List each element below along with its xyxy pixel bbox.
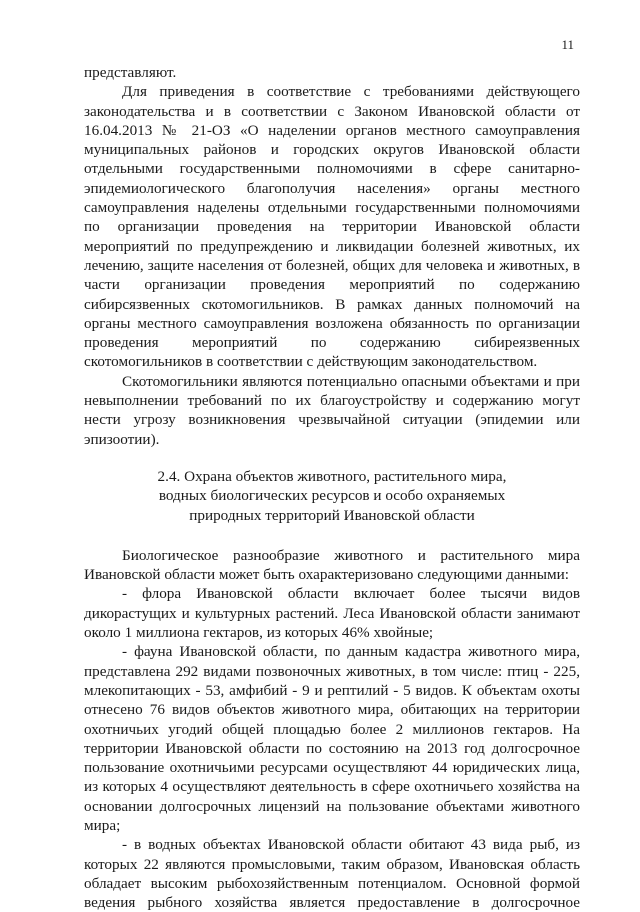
paragraph-fish: - в водных объектах Ивановской области обитают 43 вида рыб, из которых 22 являются промысловыми, таким образом, Ивановская область обладает высоким рыбохозяйственным потенциалом. Основной формой ведения рыбного хозяйства является предоставление в долгосрочное [84,836,580,912]
section-heading-line-3: природных территорий Ивановской области [189,506,475,524]
paragraph-continuation: представляют. [84,64,177,81]
paragraph-burial-grounds: Скотомогильники являются потенциально опасными объектами и при невыполнении требований по их благоустройству и содержанию могут нести угрозу возникновения чрезвычайной ситуации (эпидемии или эпизоотии). [84,372,580,448]
paragraph-legislation: Для приведения в соответствие с требованиями действующего законодательства и в соответствии с Законом Ивановской области от 16.04.2013 № 21-ОЗ «О наделении органов местного самоуправления муниципальных районов и городских округов Ивановской области отдельными государственными полномочиями в сфере санитарно-эпидемиологического благополучия населения» органы местного самоуправления наделены отдельными государственными полномочиями по организации проведения на территории Ивановской области мероприятий по предупреждению и ликвидации болезней животных, их лечению, защите населения от болезней, общих для человека и животных, в части организации проведения мероприятий по содержанию сибирсязвенных скотомогильников. В рамках данных полномочий на органы местного самоуправления возложена обязанность по организации проведения мероприятий по содержанию сибиреязвенных скотомогильников в соответствии с действующим законодательством. [84,83,580,371]
section-heading-line-1: 2.4. Охрана объектов животного, растительного мира, [157,467,507,485]
document-body [84,63,580,912]
section-heading [84,467,580,525]
paragraph-fauna: - фауна Ивановской области, по данным кадастра животного мира, представлена 292 видами позвоночных животных, в том числе: птиц - 225, млекопитающих - 53, амфибий - 9 и рептилий - 5 видов. К объектам охоты отнесено 76 видов объектов животного мира, обитающих на территории охотничьих угодий общей площадью более 2 миллионов гектаров. На территории Ивановской области по состоянию на 2013 год долгосрочное пользование охотничьими ресурсами осуществляют 44 юридических лица, из которых 4 осуществляют деятельность в сфере охотничьего хозяйства на основании долгосрочных лицензий на пользование объектами животного мира; [84,643,580,834]
paragraph-biodiversity: Биологическое разнообразие животного и растительного мира Ивановской области может быть охарактеризовано следующими данными: [84,546,580,584]
page-number: 11 [561,37,574,52]
paragraph-flora: - флора Ивановской области включает более тысячи видов дикорастущих и культурных растений. Леса Ивановской области занимают около 1 миллиона гектаров, из которых 46% хвойные; [84,585,580,642]
section-heading-line-2: водных биологических ресурсов и особо охраняемых [158,487,506,505]
